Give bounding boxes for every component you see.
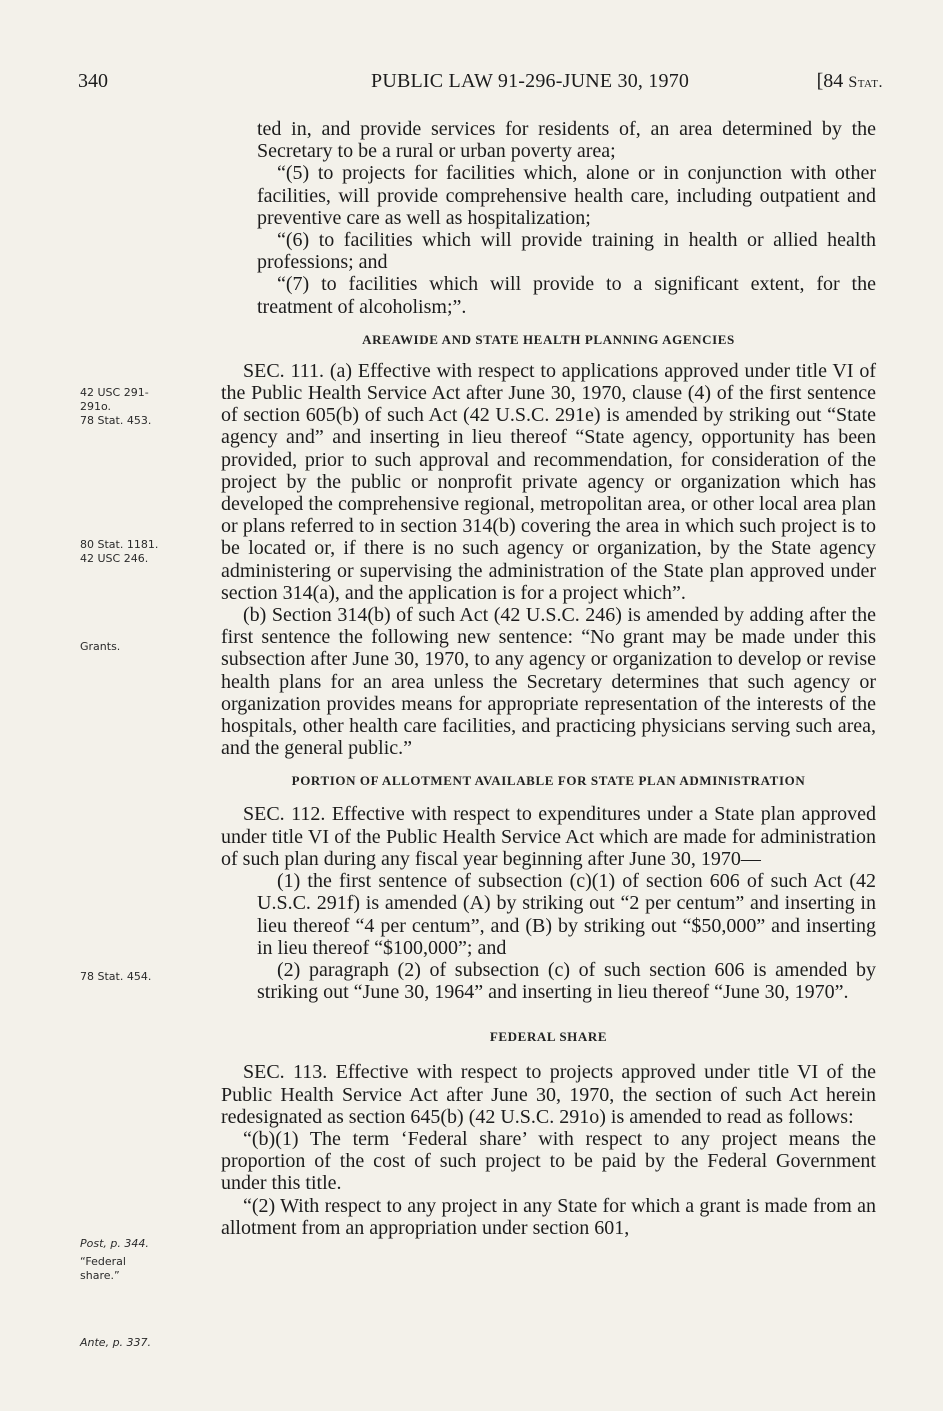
paragraph-sec-112: SEC. 112. Effective with respect to expenditures under a State plan approved under title VI of the Public Health Service Act which are made for administration of such plan during any fiscal year beginning after June 30, 1970— [221, 803, 876, 870]
page-title: PUBLIC LAW 91-296-JUNE 30, 1970 [371, 70, 690, 92]
page-header [78, 70, 883, 100]
paragraph-sec-112-1: (1) the first sentence of subsection (c)(1) of section 606 of such Act (42 U.S.C. 291f) is amended (A) by striking out “2 per centum” and inserting in lieu thereof “4 per centum”, and (B) by striking out “$50,000” and inserting in lieu thereof “$100,000”; and [257, 870, 876, 959]
statute-reference [817, 70, 883, 93]
paragraph-item-6: “(6) to facilities which will provide training in health or allied health professions; and [257, 229, 876, 274]
section-heading-federal-share: FEDERAL SHARE [489, 1029, 608, 1045]
margin-note-usc-291: 42 USC 291- 291o. 78 Stat. 453. [80, 386, 152, 427]
page-number: 340 [78, 70, 108, 92]
statute-volume: [84 [816, 70, 844, 92]
paragraph-sec-113-2: “(2) With respect to any project in any State for which a grant is made from an allotment from an appropriation under section 601, [221, 1194, 876, 1239]
paragraph-sec-111-a: SEC. 111. (a) Effective with respect to applications approved under title VI of the Public Health Service Act after June 30, 1970, clause (4) of the first sentence of section 605(b) of such Act (42 U.S.C. 291e) is amended by striking out “State agency and” and inserting in lieu thereof “State agency, opportunity has been provided, prior to such approval and recommendation, for consideration of the project by the public or nonprofit private agency or organization which has developed the comprehensive regional, metropolitan area, or other local area plan or plans referred to in section 314(b) covering the area in which such project is to be located or, if there is no such agency or organization, by the State agency administering or supervising the administration of the State plan approved under section 314(a), and the application is for a project which”. [221, 359, 876, 604]
margin-note-stat-454: 78 Stat. 454. [80, 970, 152, 983]
section-heading-allotment: PORTION OF ALLOTMENT AVAILABLE FOR STATE PLAN ADMINISTRATION [291, 773, 806, 789]
paragraph-sec-112-2: (2) paragraph (2) of subsection (c) of such section 606 is amended by striking out “June 30, 1964” and inserting in lieu thereof “June 30, 1970”. [257, 958, 876, 1004]
margin-note-post: Post, p. 344. [80, 1237, 149, 1250]
paragraph-continuation: ted in, and provide services for residents of, an area determined by the Secretary to be a rural or urban poverty area; [257, 118, 876, 163]
document-body [221, 118, 876, 1239]
margin-note-federal-share: “Federal share.” [80, 1255, 126, 1282]
paragraph-sec-113-b1: “(b)(1) The term ‘Federal share’ with respect to any project means the proportion of the cost of such project to be paid by the Federal Government under this title. [221, 1127, 876, 1195]
paragraph-sec-111-b: (b) Section 314(b) of such Act (42 U.S.C. 246) is amended by adding after the first sentence the following new sentence: “No grant may be made under this subsection after June 30, 1970, to any agency or organization to develop or revise health plans for an area unless the Secretary determines that such agency or organization provides means for appropriate representation of the interests of the hospitals, other health care facilities, and practicing physicians serving such area, and the general public.” [221, 604, 876, 760]
section-heading-areawide: AREAWIDE AND STATE HEALTH PLANNING AGENCIES [362, 331, 735, 347]
paragraph-item-7: “(7) to facilities which will provide to a significant extent, for the treatment of alcoholism;”. [257, 273, 876, 318]
margin-note-grants: Grants. [80, 640, 121, 653]
paragraph-item-5: “(5) to projects for facilities which, alone or in conjunction with other facilities, will provide comprehensive health care, including outpatient and preventive care as well as hospitalization; [257, 162, 876, 229]
margin-note-ante: Ante, p. 337. [80, 1336, 152, 1349]
statute-label: Stat. [848, 74, 883, 91]
paragraph-sec-113: SEC. 113. Effective with respect to projects approved under title VI of the Public Health Service Act after June 30, 1970, the section of such Act herein redesignated as section 645(b) (42 U.S.C. 291o) is amended to read as follows: [221, 1061, 876, 1128]
margin-note-stat-1181: 80 Stat. 1181. 42 USC 246. [80, 538, 159, 565]
